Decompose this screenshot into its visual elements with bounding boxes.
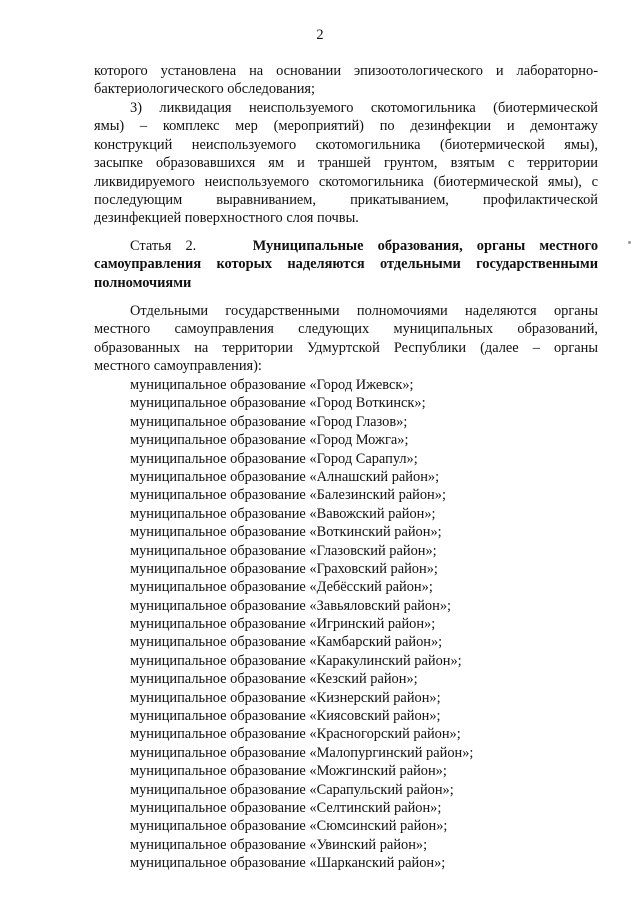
list-item: муниципальное образование «Вавожский район»; [130,505,436,522]
list-item: муниципальное образование «Каракулинский район»; [130,652,462,669]
article-title-line-3: полномочиями [94,274,192,291]
item-3-line-3: конструкций неиспользуемого скотомогильника (биотермической ямы), [94,136,598,153]
list-item: муниципальное образование «Завьяловский район»; [130,597,452,614]
list-item: муниципальное образование «Город Сарапул»; [130,450,418,467]
list-item: муниципальное образование «Увинский район»; [130,836,428,853]
list-item: муниципальное образование «Балезинский район»; [130,487,446,504]
list-item: муниципальное образование «Кезский район»; [130,671,418,688]
list-item: муниципальное образование «Город Глазов»; [130,413,408,430]
list-item: муниципальное образование «Алнашский район»; [130,468,440,485]
page-number: 2 [316,27,324,43]
list-item: муниципальное образование «Город Ижевск»; [130,377,414,393]
item-3-line-4: засыпке образовавшихся ям и траншей грунтом, взятым с территории [94,155,598,172]
list-item: муниципальное образование «Шарканский район»; [130,855,446,872]
list-item: муниципальное образование «Камбарский район»; [130,634,443,651]
article-title-line-1: Муниципальные образования, органы местного [252,238,599,254]
body-line-2: местного самоуправления следующих муниципальных образований, [94,321,598,338]
item-3-paragraph [94,99,598,228]
list-item: муниципальное образование «Можгинский район»; [130,763,447,780]
list-item: муниципальное образование «Глазовский район»; [130,542,437,559]
item-3-line-6: последующим выравниванием, прикатыванием, профилактической [94,192,598,209]
list-item: муниципальное образование «Игринский район»; [130,616,436,633]
list-item: муниципальное образование «Город Можга»; [130,432,409,449]
intro-line-2: бактериологического обследования; [94,81,316,98]
item-3-line-5: ликвидируемого неиспользуемого скотомогильника (биотермической ямы), с [94,173,598,190]
list-item: муниципальное образование «Сарапульский район»; [130,781,454,798]
body-paragraph [94,302,598,376]
list-item: муниципальное образование «Кизнерский район»; [130,689,441,706]
list-item: муниципальное образование «Дебёсский район»; [130,579,433,596]
item-3-line-7: дезинфекцией поверхностного слоя почвы. [94,210,359,227]
municipality-list [130,376,473,873]
intro-paragraph [94,62,598,99]
body-line-3: образованных на территории Удмуртской Республики (далее – органы [94,339,598,356]
list-item: муниципальное образование «Селтинский район»; [130,799,442,816]
body-line-4: местного самоуправления): [94,358,262,375]
item-3-line-1: 3) ликвидация неиспользуемого скотомогильника (биотермической [130,100,598,116]
margin-dot [628,241,631,244]
list-item: муниципальное образование «Город Воткинск»; [130,395,426,412]
list-item: муниципальное образование «Красногорский район»; [130,726,461,743]
article-label: Статья 2. [130,238,197,254]
article-2-heading-line-1 [94,237,598,255]
list-item: муниципальное образование «Киясовский район»; [130,708,441,725]
body-line-1: Отдельными государственными полномочиями наделяются органы [130,303,598,319]
item-3-line-2: ямы) – комплекс мер (мероприятий) по дезинфекции и демонтажу [94,118,598,135]
intro-line-1: которого установлена на основании эпизоотологического и лабораторно- [94,63,598,79]
list-item: муниципальное образование «Малопургинский район»; [130,744,474,761]
list-item: муниципальное образование «Граховский район»; [130,560,438,577]
list-item: муниципальное образование «Сюмсинский район»; [130,818,448,835]
article-title-line-2: самоуправления которых наделяются отдельными государственными [94,256,598,273]
list-item: муниципальное образование «Воткинский район»; [130,524,442,541]
article-2-heading [94,237,598,292]
